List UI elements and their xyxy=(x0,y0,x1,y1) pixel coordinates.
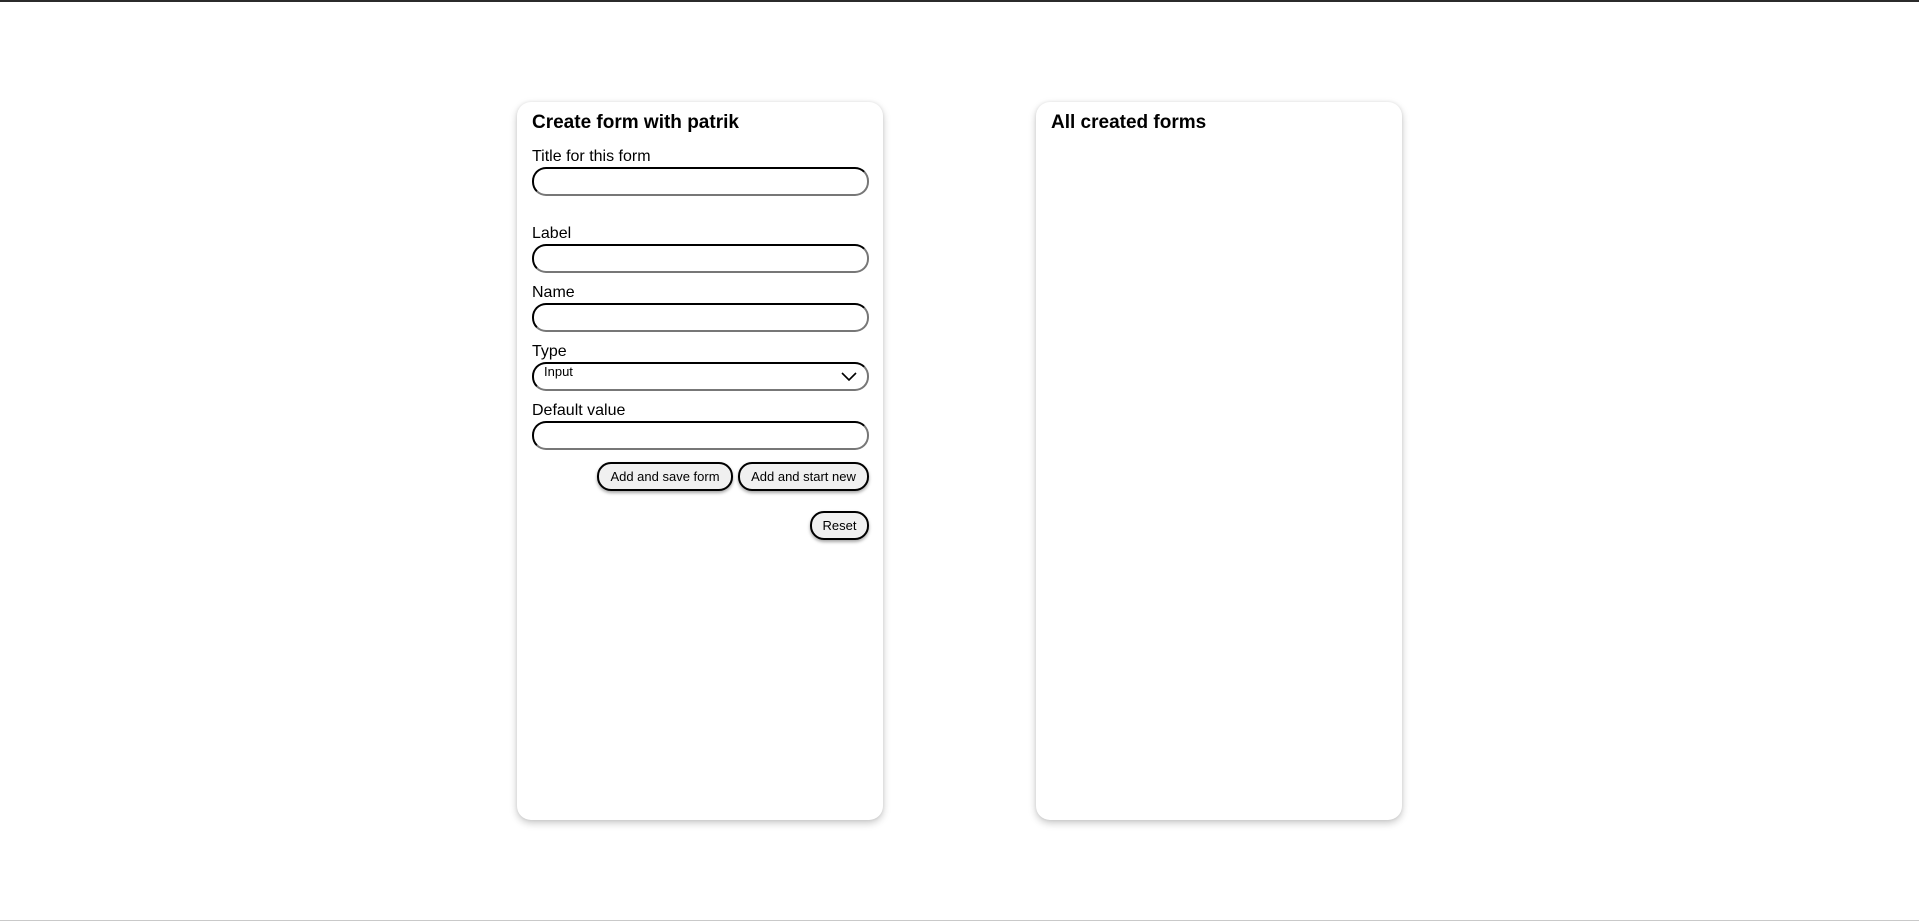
type-field-label: Type xyxy=(532,343,567,360)
default-value-label: Default value xyxy=(532,402,626,419)
name-input[interactable] xyxy=(532,303,869,332)
add-and-save-button[interactable]: Add and save form xyxy=(597,462,733,491)
default-value-field xyxy=(532,402,869,450)
label-field-label: Label xyxy=(532,225,572,242)
name-field xyxy=(532,284,869,332)
label-input[interactable] xyxy=(532,244,869,273)
type-select[interactable] xyxy=(532,362,869,391)
type-selected-value: Input xyxy=(544,364,573,379)
name-field-label: Name xyxy=(532,284,575,301)
create-form-panel xyxy=(517,102,883,820)
form-title-label: Title for this form xyxy=(532,148,651,165)
panel-title: All created forms xyxy=(1051,112,1207,133)
label-field xyxy=(532,225,869,273)
add-and-start-new-button[interactable]: Add and start new xyxy=(738,462,869,491)
top-border xyxy=(0,0,1919,2)
bottom-border xyxy=(0,920,1919,921)
type-field xyxy=(532,343,869,391)
panel-title: Create form with patrik xyxy=(532,112,739,133)
reset-button[interactable]: Reset xyxy=(810,511,869,540)
created-forms-panel xyxy=(1036,102,1402,820)
form-title-input[interactable] xyxy=(532,167,869,196)
default-value-input[interactable] xyxy=(532,421,869,450)
form-title-field xyxy=(532,148,869,196)
chevron-down-icon xyxy=(841,370,857,382)
